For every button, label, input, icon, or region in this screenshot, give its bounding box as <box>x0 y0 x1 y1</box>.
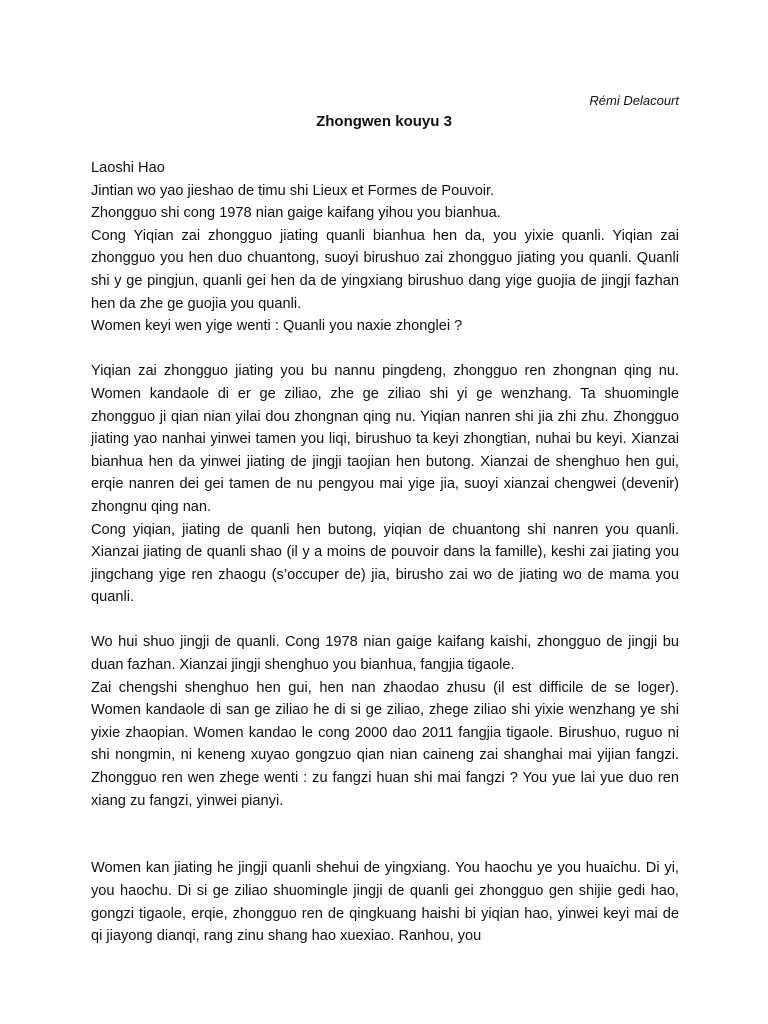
document-title: Zhongwen kouyu 3 <box>316 113 452 130</box>
paragraph-spacer <box>91 609 679 632</box>
family-paragraph-1: Yiqian zai zhongguo jiating you bu nannu pingdeng, zhongguo ren zhongnan qing nu. Women kandaole di er ge ziliao, zhe ge ziliao shi yi ge wenzhang. Ta shuomingle zhongguo ji qian nian yilai dou zhongnan qing nu. Yiqian nanren shi jia zhi zhu. Zhongguo jiating yao nanhai yinwei tamen you liqi, birushuo ta keyi zhongtian, nuhai bu keyi. Xianzai bianhua hen da yinwei jiating de jingji taojian hen butong. Xianzai de shenghuo hen gui, erqie nanren dei gei tamen de nu pengyou mai yige jia, suoyi xianzai chengwei (devenir) zhongnu qing nan. <box>91 363 679 515</box>
impact-paragraph-1: Women kan jiating he jingji quanli shehui de yingxiang. You haochu ye you huaichu. Di yi, you haochu. Di si ge ziliao shuomingle jingji de quanli gei zhongguo gen shijie gedi hao, gongzi tigaole, erqie, zhongguo ren de qingkuang haishi bi yiqian hao, yinwei keyi mai de qi jiayong dianqi, rang zinu shang hao xuexiao. Ranhou, you <box>91 860 679 945</box>
economy-paragraph-2: Zai chengshi shenghuo hen gui, hen nan zhaodao zhusu (il est difficile de se loger). Women kandaole di san ge ziliao he di si ge ziliao, zhege ziliao shi yixie wenzhang ye shi yixie zhaopian. Women kandao le cong 2000 dao 2011 fangjia tigaole. Birushuo, ruguo ni shi nongmin, ni keneng xuyao gongzuo qian nian caineng zai shanghai mai yijian fangzi. Zhongguo ren wen zhege wenti : zu fangzi huan shi mai fangzi ? You yue lai yue duo ren xiang zu fangzi, yinwei pianyi. <box>91 679 679 809</box>
question-line: Women keyi wen yige wenti : Quanli you naxie zhonglei ? <box>91 318 463 335</box>
intro-paragraph: Cong Yiqian zai zhongguo jiating quanli bianhua hen da, you yixie quanli. Yiqian zai zhongguo you hen duo chuantong, suoyi birushuo zai zhongguo jiating you quanli. Quanli shi y ge pingjun, quanli gei hen da de yingxiang birushuo dang yige guojia de jingji fazhan hen da zhe ge guojia you quanli. <box>91 227 679 312</box>
topic-line: Jintian wo yao jieshao de timu shi Lieux et Formes de Pouvoir. <box>91 182 495 199</box>
economy-paragraph-1: Wo hui shuo jingji de quanli. Cong 1978 nian gaige kaifang kaishi, zhongguo de jingji bu duan fazhan. Xianzai jingji shenghuo you bianhua, fangjia tigaole. <box>91 634 679 674</box>
family-paragraph-2: Cong yiqian, jiating de quanli hen butong, yiqian de chuantong shi nanren you quanli. Xianzai jiating de quanli shao (il y a moins de pouvoir dans la famille), keshi zai jiating you jingchang yige ren zhaogu (s’occuper de) jia, birusho zai wo de jiating wo de mama you quanli. <box>91 521 679 606</box>
author-name: Rémi Delacourt <box>589 93 679 108</box>
greeting-line: Laoshi Hao <box>91 160 165 176</box>
paragraph-spacer <box>91 338 679 361</box>
document-body <box>91 157 679 948</box>
paragraph-spacer <box>91 812 679 857</box>
reform-line: Zhongguo shi cong 1978 nian gaige kaifang yihou you bianhua. <box>91 205 501 222</box>
